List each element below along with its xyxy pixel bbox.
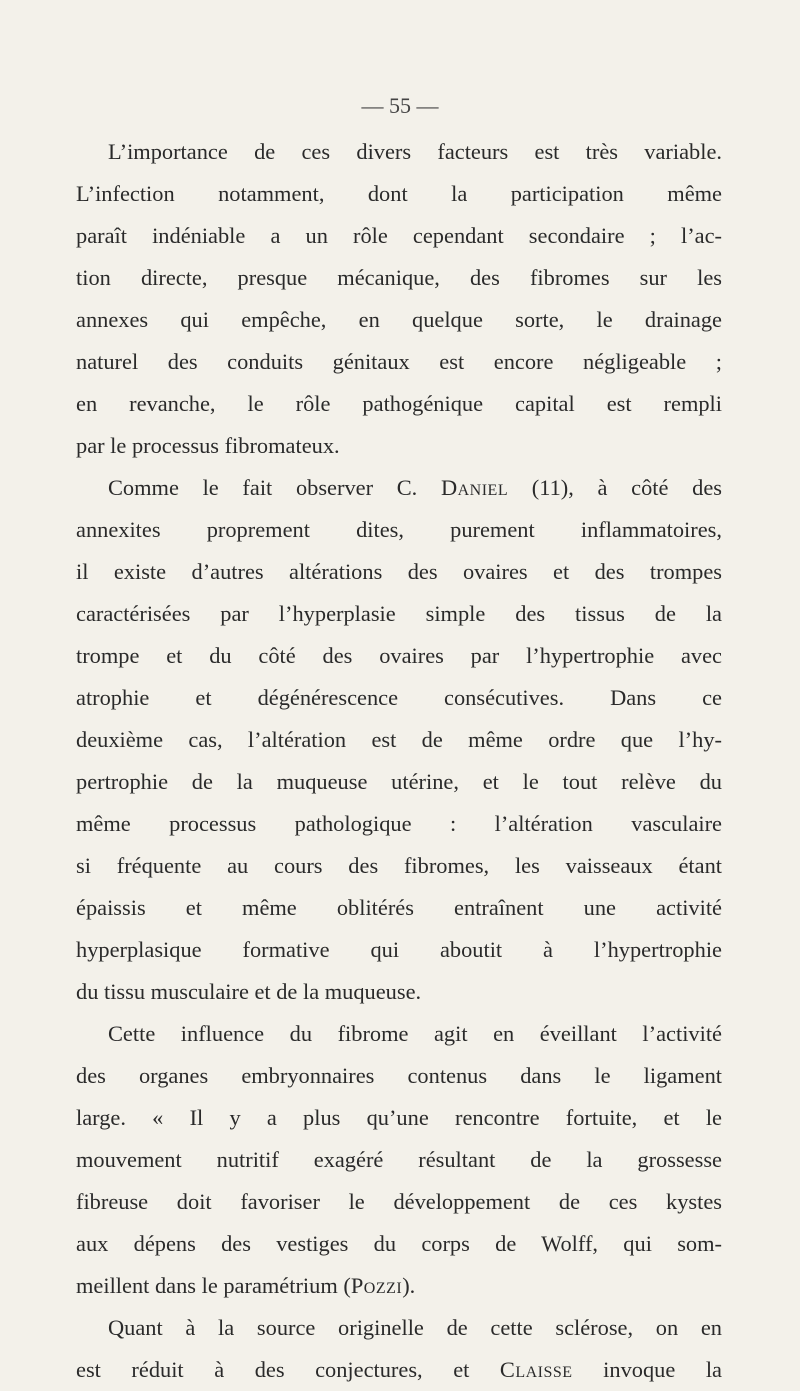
author-name: Daniel: [440, 475, 509, 500]
text-line: annexites proprement dites, purement inflammatoires,: [76, 517, 722, 542]
text-line: Cette influence du fibrome agit en éveillant l’activité: [108, 1021, 722, 1046]
author-name: Pozzi: [350, 1273, 403, 1298]
text-line: fibreuse doit favoriser le développement de ces kystes: [76, 1189, 722, 1214]
text-line: trompe et du côté des ovaires par l’hypertrophie avec: [76, 643, 722, 668]
text-line: large. « Il y a plus qu’une rencontre fortuite, et le: [76, 1105, 722, 1130]
text-fragment: est réduit à des conjectures, et: [76, 1357, 500, 1382]
text-line: épaissis et même oblitérés entraînent une activité: [76, 895, 722, 920]
text-line: en revanche, le rôle pathogénique capital est rempli: [76, 391, 722, 416]
text-line: paraît indéniable a un rôle cependant secondaire ; l’ac-: [76, 223, 722, 248]
text-line: Quant à la source originelle de cette sclérose, on en: [108, 1315, 722, 1340]
text-line-with-author: [76, 1265, 722, 1307]
text-line: du tissu musculaire et de la muqueuse.: [76, 979, 422, 1004]
text-fragment: (11), à côté des: [508, 475, 722, 500]
text-line: L’importance de ces divers facteurs est très variable.: [108, 139, 722, 164]
text-line: même processus pathologique : l’altération vasculaire: [76, 811, 722, 836]
text-fragment: invoque la: [572, 1357, 722, 1382]
text-line: des organes embryonnaires contenus dans le ligament: [76, 1063, 722, 1088]
text-line: il existe d’autres altérations des ovaires et des trompes: [76, 559, 722, 584]
text-line: mouvement nutritif exagéré résultant de la grossesse: [76, 1147, 722, 1172]
text-line: si fréquente au cours des fibromes, les vaisseaux étant: [76, 853, 722, 878]
text-line-with-author: [76, 1349, 722, 1391]
text-line: naturel des conduits génitaux est encore négligeable ;: [76, 349, 722, 374]
text-fragment: ).: [402, 1273, 416, 1298]
text-line: caractérisées par l’hyperplasie simple des tissus de la: [76, 601, 722, 626]
text-line: par le processus fibromateux.: [76, 433, 340, 458]
text-line: L’infection notamment, dont la participation même: [76, 181, 722, 206]
text-line: pertrophie de la muqueuse utérine, et le tout relève du: [76, 769, 722, 794]
page-number: — 55 —: [361, 93, 439, 118]
text-line: annexes qui empêche, en quelque sorte, le drainage: [76, 307, 722, 332]
text-fragment: Comme le fait observer C.: [108, 475, 441, 500]
text-line-with-author: [76, 467, 722, 509]
body-text: [76, 131, 722, 1391]
text-line: tion directe, presque mécanique, des fibromes sur les: [76, 265, 722, 290]
text-line: atrophie et dégénérescence consécutives. Dans ce: [76, 685, 722, 710]
text-line: hyperplasique formative qui aboutit à l’hypertrophie: [76, 937, 722, 962]
author-name: Claisse: [499, 1357, 573, 1382]
text-line: deuxième cas, l’altération est de même ordre que l’hy-: [76, 727, 722, 752]
text-line: aux dépens des vestiges du corps de Wolff, qui som-: [76, 1231, 722, 1256]
text-fragment: meillent dans le paramétrium (: [76, 1273, 351, 1298]
